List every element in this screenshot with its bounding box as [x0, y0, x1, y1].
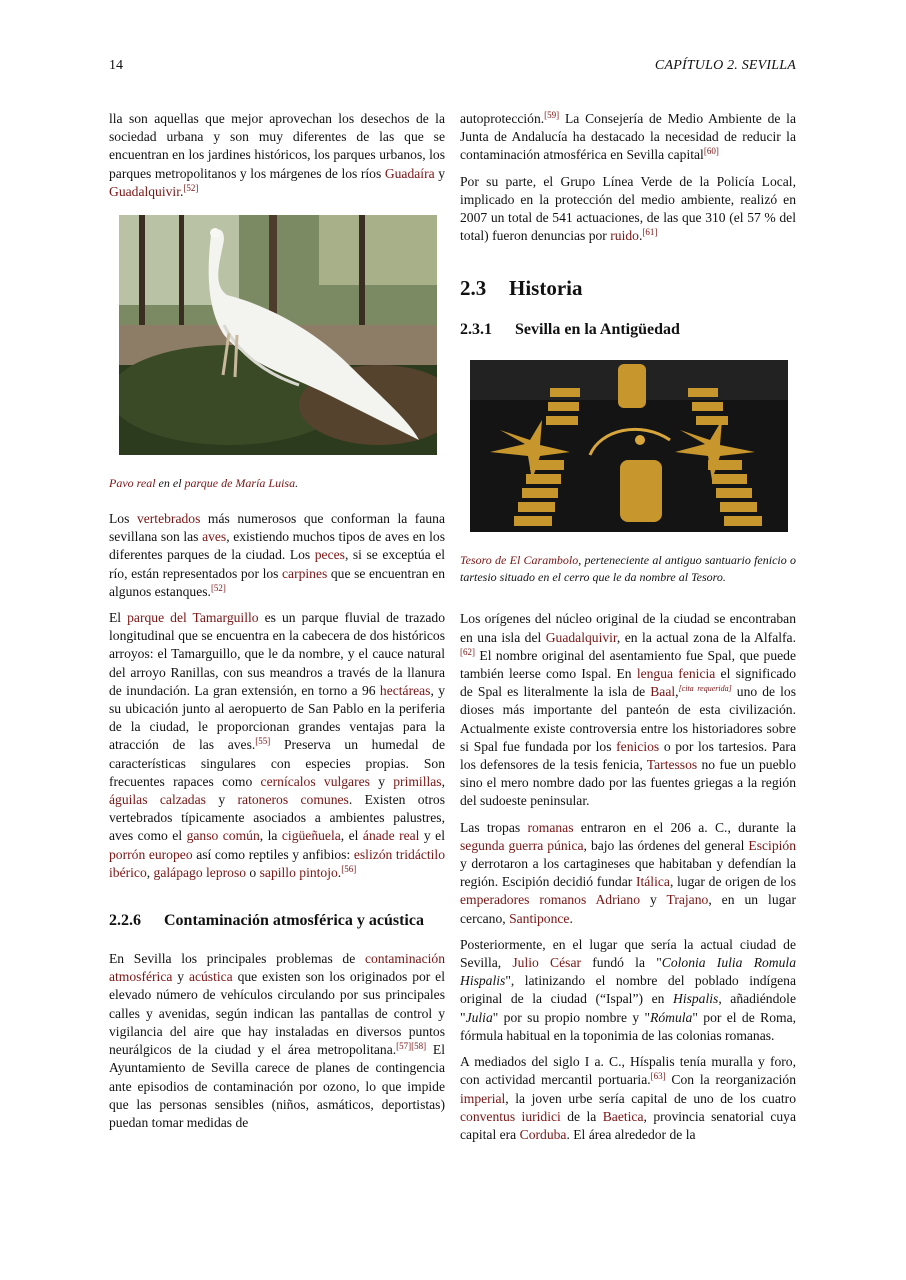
paragraph-julio-cesar: Posteriormente, en el lugar que sería la actual ciudad de Sevilla, Julio César fundó la "Colonia Iulia Romula Hispalis", latinizando el nombre del poblado indígena original de la ciudad (“Ispal”) en Hispalis, añadiéndole "Julia" por su propio nombre y "Rómula" por el de Roma, fórmula habitual en la toponimia de las colonias romanas.	[460, 936, 796, 1043]
link-julio-cesar[interactable]: Julio César	[512, 955, 582, 971]
link-contaminacion-atmosferica[interactable]: contaminación atmosférica	[109, 951, 445, 985]
citation-60[interactable]: [60]	[703, 146, 719, 157]
paragraph-hispalis: A mediados del siglo I a. C., Híspalis tenía muralla y foro, con actividad mercantil portuaria.[63] Con la reorganización imperial, la joven urbe sería capital de uno de los cuatro conventus iuridici de la Baetica, provincia senatorial cuya capital era Corduba. El área alrededor de la	[460, 1054, 797, 1142]
link-emperadores-romanos[interactable]: emperadores romanos	[460, 892, 587, 908]
figure-caption-peacock: Pavo real en el parque de María Luisa.	[109, 476, 299, 491]
section-title: Historia	[509, 276, 583, 301]
link-peces[interactable]: peces	[314, 547, 345, 563]
section-heading-2-3	[460, 275, 796, 301]
section-heading-2-3-1	[460, 319, 796, 341]
link-parque-maria-luisa[interactable]: parque de María Luisa	[184, 476, 296, 491]
paragraph-vertebrates: Los vertebrados más numerosos que conforman la fauna sevillana son las aves, existiendo muchos tipos de aves en los diferentes parques de la ciudad. Los peces, si se exceptúa el río, están representados por los carpines que se encuentran en algunos estanques.[52]	[109, 511, 445, 599]
link-aves[interactable]: aves	[202, 529, 227, 545]
link-fenicios[interactable]: fenicios	[616, 738, 660, 754]
left-column	[109, 110, 445, 1140]
link-tartessos[interactable]: Tartessos	[646, 757, 698, 773]
paragraph-autoproteccion: autoprotección.[59] La Consejería de Medio Ambiente de la Junta de Andalucía ha destacado la necesidad de reducir la contaminación atmosférica en Sevilla capital[60]	[460, 110, 796, 163]
carambolo-treasure-photo	[470, 360, 788, 532]
link-baetica[interactable]: Baetica	[602, 1108, 644, 1124]
link-sapillo[interactable]: sapillo pintojo	[259, 864, 338, 880]
paragraph-pollution: En Sevilla los principales problemas de contaminación atmosférica y acústica que existen son los originados por el elevado número de vehículos circulando por sus principales calles y avenidas, según indican las pantallas de control y vigilancia del aire que hay instaladas en diversos puntos neurálgicos de la ciudad y el área metropolitana.[57][58] El Ayuntamiento de Sevilla carece de planes de contingencia ante episodios de contaminación por ozono, lo que impide que las personas sensibles (niños, asmáticos, deportistas) puedan tomar medidas de	[109, 951, 446, 1130]
link-acustica[interactable]: acústica	[188, 969, 233, 985]
citation-62[interactable]: [62]	[460, 646, 475, 657]
link-santiponce[interactable]: Santiponce	[509, 910, 570, 926]
link-trajano[interactable]: Trajano	[666, 892, 709, 908]
paragraph-rivers: lla son aquellas que mejor aprovechan los desechos de la sociedad urbana y son muy diferentes de las que se encuentran en los jardines históricos, los parques urbanos, los parques metropolitanos y los márgenes de los ríos Guadaíra y Guadalquivir.[52]	[109, 111, 445, 199]
link-parque-tamarguillo[interactable]: parque del Tamarguillo	[127, 610, 259, 626]
link-italica[interactable]: Itálica	[635, 874, 670, 890]
link-lengua-fenicia[interactable]: lengua fenicia	[636, 666, 716, 682]
link-guadalquivir[interactable]: Guadalquivir	[109, 183, 180, 199]
citation-61[interactable]: [61]	[642, 227, 658, 238]
link-ganso-comun[interactable]: ganso común	[186, 828, 260, 844]
link-anade-real[interactable]: ánade real	[362, 828, 420, 844]
section-number: 2.2.6	[109, 912, 141, 930]
link-guadalquivir-2[interactable]: Guadalquivir	[545, 629, 617, 645]
paragraph-tamarguillo: El parque del Tamarguillo es un parque fluvial de trazado longitudinal que se encuentra en la cabecera de dos históricos arroyos: el Tamarguillo, que le da nombre, y el cauce natural del arroyo Ranillas, con sus meandros a través de la llanura de inundación. La gran extensión, en torno a 96 hectáreas, y su ubicación junto al aeropuerto de San Pablo en la periferia de la ciudad, le proporcionan grandes ventajas para la atracción de las aves.[55] Preserva un humedal de características singulares con especies propias. Son frecuentes rapaces como cernícalos vulgares y primillas, águilas calzadas y ratoneros comunes. Existen otros vertebrados típicamente asociados a ambientes palustres, aves como el ganso común, la cigüeñuela, el ánade real y el porrón europeo así como reptiles y anfibios: eslizón tridáctilo ibérico, galápago leproso o sapillo pintojo.[56]	[109, 610, 446, 880]
link-conventus-iuridici[interactable]: conventus iuridici	[460, 1108, 561, 1124]
figure-caption-carambolo: Tesoro de El Carambolo, perteneciente al antiguo santuario fenicio o tartesio situado en el cerro que le da nombre al Tesoro.	[460, 553, 796, 585]
citation-56[interactable]: [56]	[341, 863, 357, 874]
link-porron-europeo[interactable]: porrón europeo	[109, 846, 193, 862]
section-heading-2-2-6	[109, 910, 445, 932]
link-cernicalos[interactable]: cernícalos vulgares	[260, 773, 370, 789]
link-tesoro-carambolo[interactable]: Tesoro de El Carambolo	[460, 553, 579, 568]
link-segunda-guerra-punica[interactable]: segunda guerra púnica	[460, 837, 584, 853]
white-peacock-photo	[119, 215, 437, 455]
section-title: Contaminación atmosférica y acústica	[164, 912, 424, 930]
link-adriano[interactable]: Adriano	[595, 892, 641, 908]
citation-52[interactable]: [52]	[183, 182, 199, 193]
link-baal[interactable]: Baal	[650, 684, 676, 700]
paragraph-linea-verde: Por su parte, el Grupo Línea Verde de la Policía Local, implicado en la protección del medio ambiente, realizó en 2007 un total de 541 actuaciones, de las que 310 (el 57 % del total) fueron denuncias por ruido.[61]	[460, 173, 796, 244]
citation-57-58[interactable]: [57][58]	[396, 1041, 427, 1052]
link-galapago[interactable]: galápago leproso	[153, 864, 247, 880]
link-ruido[interactable]: ruido	[610, 228, 639, 244]
link-vertebrados[interactable]: vertebrados	[136, 511, 201, 527]
page-number: 14	[109, 58, 123, 73]
paragraph-romans: Las tropas romanas entraron en el 206 a. C., durante la segunda guerra púnica, bajo las órdenes del general Escipión y derrotaron a los cartagineses que habitaban y defendían la región. Escipión decidió fundar Itálica, lugar de origen de los emperadores romanos Adriano y Trajano, en un lugar cercano, Santiponce.	[460, 819, 796, 926]
paragraph-origins: Los orígenes del núcleo original de la ciudad se encontraban en una isla del Guadalquivir, en la actual zona de la Alfalfa.[62] El nombre original del asentamiento fue Spal, que puede también leerse como Ispal. En lengua fenicia el significado de Spal es literalmente la isla de Baal,[cita requerida] uno de los dioses más importante del panteón de esta civilización. Actualmente existe controversia entre los historiadores sobre si Spal fue fundada por los fenicios o por los tartesios. Para los defensores de la tesis fenicia, Tartessos no fue un pueblo sino el mero nombre dado por las fuentes griegas a la región del sudoeste peninsular.	[460, 611, 797, 809]
link-eslizon[interactable]: eslizón tridáctilo ibérico	[109, 846, 446, 880]
section-title: Sevilla en la Antigüedad	[515, 321, 680, 339]
section-number: 2.3	[460, 276, 487, 301]
link-romanas[interactable]: romanas	[527, 819, 574, 835]
citation-52b[interactable]: [52]	[210, 582, 226, 593]
citation-59[interactable]: [59]	[544, 110, 560, 120]
link-pavo-real[interactable]: Pavo real	[109, 476, 156, 491]
section-number: 2.3.1	[460, 321, 492, 339]
link-guadaira[interactable]: Guadaíra	[384, 165, 435, 181]
citation-55[interactable]: [55]	[255, 736, 271, 747]
link-imperial[interactable]: imperial	[460, 1090, 506, 1106]
link-ratoneros[interactable]: ratoneros comunes	[237, 792, 349, 808]
citation-63[interactable]: [63]	[650, 1071, 666, 1082]
right-column	[460, 110, 796, 1144]
citation-needed[interactable]: [cita requerida]	[678, 684, 732, 694]
link-corduba[interactable]: Corduba	[519, 1126, 567, 1142]
link-carpines[interactable]: carpines	[282, 565, 328, 581]
link-ciguenuela[interactable]: cigüeñuela	[281, 828, 341, 844]
link-primillas[interactable]: primillas	[393, 773, 442, 789]
link-hectareas[interactable]: hectáreas	[379, 682, 431, 698]
link-aguilas-calzadas[interactable]: águilas calzadas	[109, 792, 206, 808]
link-escipion[interactable]: Escipión	[748, 837, 796, 853]
chapter-title: CAPÍTULO 2. SEVILLA	[654, 58, 796, 73]
